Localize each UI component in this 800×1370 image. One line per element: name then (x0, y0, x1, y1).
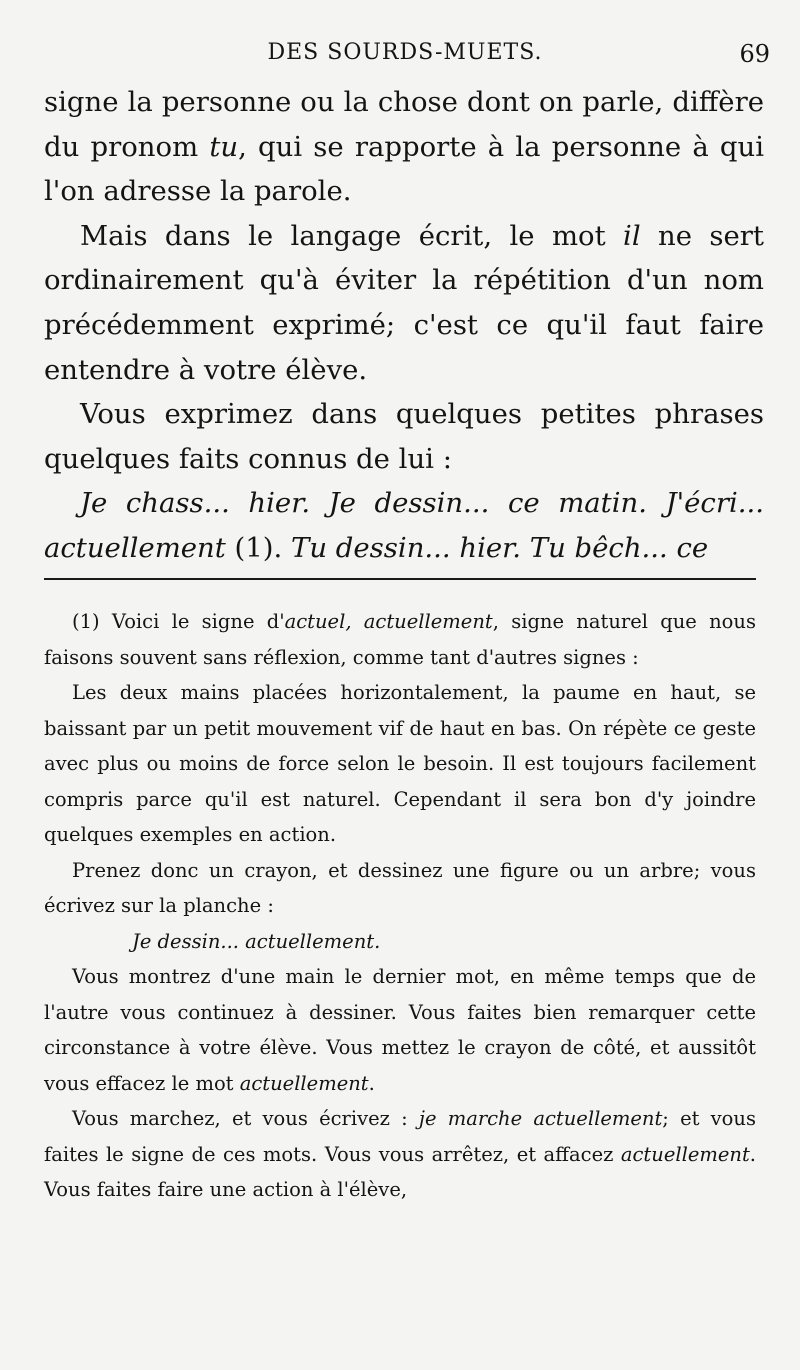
running-header (40, 40, 770, 76)
footnote-divider (44, 578, 756, 580)
text-run: Vous exprimez dans quelques petites phrases quelques faits connus de lui : (44, 398, 764, 475)
text-run: ; et vous faites le signe de ces mots. Vous vous arrêtez, et affacez (44, 1107, 756, 1166)
footnote-paragraph-3 (44, 853, 756, 924)
text-run: signe la personne ou la chose dont on parle, diffère du pronom (44, 86, 764, 163)
italic-run: Je dessin... actuellement. (132, 929, 381, 953)
italic-run: actuellement (239, 1071, 369, 1095)
text-run: ne sert ordinairement qu'à éviter la répétition d'un nom précédemment exprimé; c'est ce qu'il faut faire entendre à votre élève. (44, 219, 764, 386)
italic-run: il (623, 219, 641, 252)
text-run: , qui se rapporte à la personne à qui l'on adresse la parole. (44, 130, 764, 208)
text-run: Mais dans le langage écrit, le mot (80, 219, 624, 252)
footnote-paragraph-5 (44, 959, 756, 1101)
page-number: 69 (739, 40, 770, 68)
paragraph-4 (44, 481, 764, 570)
text-run: (1) Voici le signe d' (72, 610, 285, 633)
text-run: , signe naturel que nous faisons souvent sans réflexion, comme tant d'autres signes : (44, 610, 756, 669)
italic-run: Tu dessin... hier. Tu bêch... ce (291, 531, 709, 564)
footnote-paragraph-6 (44, 1101, 756, 1208)
text-run: . Vous faites faire une action à l'élève, (44, 1142, 756, 1201)
paragraph-1 (44, 80, 764, 214)
italic-run: je marche actuellement (418, 1107, 663, 1130)
footnote-area (44, 604, 756, 1208)
text-run: Les deux mains placées horizontalement, la paume en haut, se baissant par un petit mouvement vif de haut en bas. On répète ce geste avec plus ou moins de force selon le besoin. Il est toujours facilement compris parce qu'il est naturel. Cependant il sera bon d'y joindre quelques exemples en action. (44, 681, 756, 846)
italic-run: Je chass... hier. Je dessin... ce matin. J'écri... actuellement (44, 487, 764, 564)
text-run: (1). (225, 531, 291, 564)
running-title: DES SOURDS-MUETS. (267, 40, 543, 65)
text-run: Prenez donc un crayon, et dessinez une figure ou un arbre; vous écrivez sur la planche : (44, 858, 756, 917)
text-run: . (368, 1071, 375, 1095)
italic-run: actuel, actuellement (284, 610, 493, 633)
main-text (44, 80, 764, 571)
footnote-paragraph-1 (44, 604, 756, 675)
paragraph-2 (44, 214, 764, 392)
paragraph-3 (44, 392, 764, 481)
text-run: Vous marchez, et vous écrivez : (72, 1107, 419, 1130)
italic-run: actuellement (620, 1142, 750, 1166)
text-run: Vous montrez d'une main le dernier mot, en même temps que de l'autre vous continuez à dessiner. Vous faites bien remarquer cette circonstance à votre élève. Vous mettez le crayon de côté, et aussitôt vous effacez le mot (44, 965, 756, 1095)
footnote-example (44, 924, 756, 960)
footnote-paragraph-2 (44, 675, 756, 853)
italic-run: tu (209, 130, 239, 163)
